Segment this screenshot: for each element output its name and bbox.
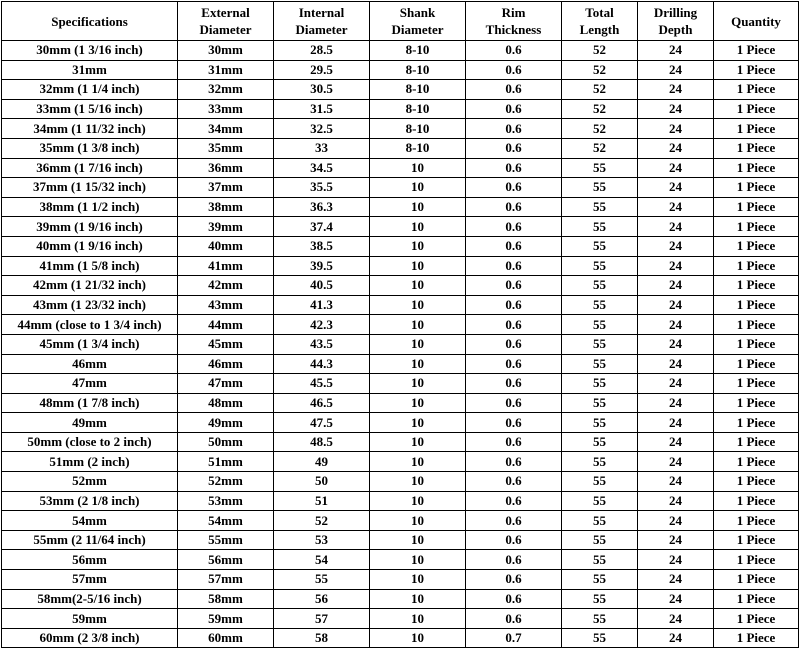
- cell-shank-diameter: 10: [370, 511, 466, 531]
- cell-rim-thickness: 0.7: [466, 628, 562, 648]
- cell-quantity: 1 Piece: [714, 354, 799, 374]
- cell-total-length: 55: [562, 315, 638, 335]
- cell-total-length: 52: [562, 80, 638, 100]
- table-row: [2, 158, 799, 178]
- table-row: [2, 530, 799, 550]
- table-row: [2, 217, 799, 237]
- cell-internal-diameter: 52: [274, 511, 370, 531]
- cell-rim-thickness: 0.6: [466, 432, 562, 452]
- cell-total-length: 55: [562, 452, 638, 472]
- cell-specifications: 56mm: [2, 550, 178, 570]
- cell-specifications: 49mm: [2, 413, 178, 433]
- cell-drilling-depth: 24: [638, 530, 714, 550]
- cell-external-diameter: 39mm: [178, 217, 274, 237]
- cell-total-length: 55: [562, 432, 638, 452]
- cell-internal-diameter: 41.3: [274, 295, 370, 315]
- cell-quantity: 1 Piece: [714, 217, 799, 237]
- cell-quantity: 1 Piece: [714, 413, 799, 433]
- cell-rim-thickness: 0.6: [466, 138, 562, 158]
- cell-specifications: 31mm: [2, 60, 178, 80]
- cell-specifications: 53mm (2 1/8 inch): [2, 491, 178, 511]
- cell-drilling-depth: 24: [638, 452, 714, 472]
- cell-drilling-depth: 24: [638, 570, 714, 590]
- cell-external-diameter: 34mm: [178, 119, 274, 139]
- cell-external-diameter: 43mm: [178, 295, 274, 315]
- cell-external-diameter: 42mm: [178, 276, 274, 296]
- cell-quantity: 1 Piece: [714, 41, 799, 61]
- cell-total-length: 55: [562, 276, 638, 296]
- cell-external-diameter: 31mm: [178, 60, 274, 80]
- cell-total-length: 55: [562, 158, 638, 178]
- cell-external-diameter: 40mm: [178, 236, 274, 256]
- cell-internal-diameter: 43.5: [274, 334, 370, 354]
- cell-specifications: 36mm (1 7/16 inch): [2, 158, 178, 178]
- cell-rim-thickness: 0.6: [466, 589, 562, 609]
- cell-rim-thickness: 0.6: [466, 158, 562, 178]
- cell-external-diameter: 35mm: [178, 138, 274, 158]
- cell-specifications: 54mm: [2, 511, 178, 531]
- table-body: [2, 41, 799, 648]
- cell-total-length: 55: [562, 256, 638, 276]
- cell-specifications: 41mm (1 5/8 inch): [2, 256, 178, 276]
- cell-external-diameter: 30mm: [178, 41, 274, 61]
- cell-rim-thickness: 0.6: [466, 472, 562, 492]
- cell-shank-diameter: 10: [370, 452, 466, 472]
- cell-external-diameter: 48mm: [178, 393, 274, 413]
- cell-external-diameter: 60mm: [178, 628, 274, 648]
- cell-rim-thickness: 0.6: [466, 609, 562, 629]
- table-row: [2, 570, 799, 590]
- cell-shank-diameter: 10: [370, 570, 466, 590]
- cell-drilling-depth: 24: [638, 256, 714, 276]
- cell-quantity: 1 Piece: [714, 393, 799, 413]
- cell-drilling-depth: 24: [638, 119, 714, 139]
- header-total-length: Total Length: [562, 2, 638, 41]
- cell-total-length: 55: [562, 413, 638, 433]
- cell-internal-diameter: 49: [274, 452, 370, 472]
- cell-quantity: 1 Piece: [714, 550, 799, 570]
- cell-rim-thickness: 0.6: [466, 530, 562, 550]
- cell-specifications: 37mm (1 15/32 inch): [2, 178, 178, 198]
- cell-specifications: 42mm (1 21/32 inch): [2, 276, 178, 296]
- cell-specifications: 34mm (1 11/32 inch): [2, 119, 178, 139]
- header-quantity: Quantity: [714, 2, 799, 41]
- cell-specifications: 33mm (1 5/16 inch): [2, 99, 178, 119]
- cell-internal-diameter: 42.3: [274, 315, 370, 335]
- table-row: [2, 99, 799, 119]
- cell-rim-thickness: 0.6: [466, 452, 562, 472]
- cell-rim-thickness: 0.6: [466, 413, 562, 433]
- cell-total-length: 55: [562, 334, 638, 354]
- cell-quantity: 1 Piece: [714, 256, 799, 276]
- cell-internal-diameter: 35.5: [274, 178, 370, 198]
- cell-rim-thickness: 0.6: [466, 511, 562, 531]
- cell-drilling-depth: 24: [638, 511, 714, 531]
- table-row: [2, 354, 799, 374]
- cell-drilling-depth: 24: [638, 276, 714, 296]
- cell-shank-diameter: 10: [370, 432, 466, 452]
- table-row: [2, 589, 799, 609]
- cell-specifications: 39mm (1 9/16 inch): [2, 217, 178, 237]
- cell-internal-diameter: 58: [274, 628, 370, 648]
- cell-total-length: 52: [562, 41, 638, 61]
- cell-external-diameter: 33mm: [178, 99, 274, 119]
- cell-total-length: 52: [562, 119, 638, 139]
- cell-quantity: 1 Piece: [714, 138, 799, 158]
- cell-specifications: 43mm (1 23/32 inch): [2, 295, 178, 315]
- table-row: [2, 256, 799, 276]
- cell-total-length: 55: [562, 178, 638, 198]
- table-row: [2, 80, 799, 100]
- cell-internal-diameter: 57: [274, 609, 370, 629]
- cell-external-diameter: 46mm: [178, 354, 274, 374]
- cell-external-diameter: 50mm: [178, 432, 274, 452]
- cell-internal-diameter: 37.4: [274, 217, 370, 237]
- cell-internal-diameter: 50: [274, 472, 370, 492]
- cell-rim-thickness: 0.6: [466, 295, 562, 315]
- cell-shank-diameter: 8-10: [370, 119, 466, 139]
- cell-rim-thickness: 0.6: [466, 256, 562, 276]
- cell-drilling-depth: 24: [638, 315, 714, 335]
- cell-quantity: 1 Piece: [714, 374, 799, 394]
- cell-rim-thickness: 0.6: [466, 374, 562, 394]
- cell-quantity: 1 Piece: [714, 178, 799, 198]
- cell-specifications: 57mm: [2, 570, 178, 590]
- cell-quantity: 1 Piece: [714, 276, 799, 296]
- cell-drilling-depth: 24: [638, 413, 714, 433]
- cell-internal-diameter: 33: [274, 138, 370, 158]
- cell-rim-thickness: 0.6: [466, 80, 562, 100]
- cell-drilling-depth: 24: [638, 334, 714, 354]
- cell-external-diameter: 45mm: [178, 334, 274, 354]
- cell-quantity: 1 Piece: [714, 570, 799, 590]
- cell-drilling-depth: 24: [638, 295, 714, 315]
- cell-drilling-depth: 24: [638, 432, 714, 452]
- table-row: [2, 334, 799, 354]
- cell-internal-diameter: 51: [274, 491, 370, 511]
- cell-rim-thickness: 0.6: [466, 491, 562, 511]
- cell-specifications: 45mm (1 3/4 inch): [2, 334, 178, 354]
- cell-shank-diameter: 8-10: [370, 99, 466, 119]
- cell-internal-diameter: 31.5: [274, 99, 370, 119]
- cell-drilling-depth: 24: [638, 60, 714, 80]
- cell-internal-diameter: 32.5: [274, 119, 370, 139]
- cell-rim-thickness: 0.6: [466, 178, 562, 198]
- cell-external-diameter: 57mm: [178, 570, 274, 590]
- cell-shank-diameter: 10: [370, 374, 466, 394]
- cell-shank-diameter: 10: [370, 315, 466, 335]
- cell-internal-diameter: 28.5: [274, 41, 370, 61]
- cell-rim-thickness: 0.6: [466, 570, 562, 590]
- cell-external-diameter: 54mm: [178, 511, 274, 531]
- cell-external-diameter: 55mm: [178, 530, 274, 550]
- cell-specifications: 60mm (2 3/8 inch): [2, 628, 178, 648]
- table-row: [2, 315, 799, 335]
- cell-shank-diameter: 10: [370, 609, 466, 629]
- table-row: [2, 628, 799, 648]
- cell-external-diameter: 47mm: [178, 374, 274, 394]
- cell-external-diameter: 58mm: [178, 589, 274, 609]
- cell-drilling-depth: 24: [638, 41, 714, 61]
- cell-external-diameter: 51mm: [178, 452, 274, 472]
- cell-shank-diameter: 10: [370, 491, 466, 511]
- cell-external-diameter: 41mm: [178, 256, 274, 276]
- cell-quantity: 1 Piece: [714, 511, 799, 531]
- cell-specifications: 48mm (1 7/8 inch): [2, 393, 178, 413]
- cell-total-length: 55: [562, 491, 638, 511]
- cell-internal-diameter: 40.5: [274, 276, 370, 296]
- cell-total-length: 55: [562, 628, 638, 648]
- cell-specifications: 46mm: [2, 354, 178, 374]
- cell-quantity: 1 Piece: [714, 609, 799, 629]
- cell-total-length: 55: [562, 472, 638, 492]
- cell-internal-diameter: 36.3: [274, 197, 370, 217]
- cell-internal-diameter: 34.5: [274, 158, 370, 178]
- cell-quantity: 1 Piece: [714, 295, 799, 315]
- cell-shank-diameter: 10: [370, 393, 466, 413]
- cell-rim-thickness: 0.6: [466, 119, 562, 139]
- cell-shank-diameter: 10: [370, 354, 466, 374]
- cell-specifications: 40mm (1 9/16 inch): [2, 236, 178, 256]
- cell-specifications: 51mm (2 inch): [2, 452, 178, 472]
- cell-specifications: 55mm (2 11/64 inch): [2, 530, 178, 550]
- cell-quantity: 1 Piece: [714, 236, 799, 256]
- cell-quantity: 1 Piece: [714, 197, 799, 217]
- cell-quantity: 1 Piece: [714, 530, 799, 550]
- cell-shank-diameter: 10: [370, 628, 466, 648]
- cell-external-diameter: 32mm: [178, 80, 274, 100]
- cell-internal-diameter: 47.5: [274, 413, 370, 433]
- cell-rim-thickness: 0.6: [466, 334, 562, 354]
- table-row: [2, 413, 799, 433]
- cell-external-diameter: 36mm: [178, 158, 274, 178]
- cell-total-length: 55: [562, 393, 638, 413]
- cell-internal-diameter: 44.3: [274, 354, 370, 374]
- cell-drilling-depth: 24: [638, 628, 714, 648]
- cell-total-length: 55: [562, 236, 638, 256]
- table-row: [2, 295, 799, 315]
- cell-quantity: 1 Piece: [714, 80, 799, 100]
- cell-rim-thickness: 0.6: [466, 393, 562, 413]
- cell-external-diameter: 37mm: [178, 178, 274, 198]
- table-row: [2, 472, 799, 492]
- cell-quantity: 1 Piece: [714, 432, 799, 452]
- cell-rim-thickness: 0.6: [466, 315, 562, 335]
- header-drilling-depth: Drilling Depth: [638, 2, 714, 41]
- cell-internal-diameter: 56: [274, 589, 370, 609]
- cell-shank-diameter: 10: [370, 589, 466, 609]
- cell-internal-diameter: 53: [274, 530, 370, 550]
- cell-shank-diameter: 10: [370, 236, 466, 256]
- cell-specifications: 50mm (close to 2 inch): [2, 432, 178, 452]
- cell-total-length: 55: [562, 354, 638, 374]
- cell-quantity: 1 Piece: [714, 589, 799, 609]
- cell-shank-diameter: 8-10: [370, 80, 466, 100]
- cell-shank-diameter: 10: [370, 334, 466, 354]
- cell-total-length: 55: [562, 374, 638, 394]
- cell-shank-diameter: 10: [370, 256, 466, 276]
- table-row: [2, 511, 799, 531]
- table-row: [2, 236, 799, 256]
- table-row: [2, 60, 799, 80]
- table-row: [2, 609, 799, 629]
- table-row: [2, 197, 799, 217]
- cell-rim-thickness: 0.6: [466, 236, 562, 256]
- cell-total-length: 55: [562, 589, 638, 609]
- cell-rim-thickness: 0.6: [466, 354, 562, 374]
- cell-total-length: 52: [562, 99, 638, 119]
- cell-internal-diameter: 38.5: [274, 236, 370, 256]
- cell-total-length: 52: [562, 60, 638, 80]
- cell-internal-diameter: 29.5: [274, 60, 370, 80]
- cell-quantity: 1 Piece: [714, 491, 799, 511]
- header-row: [2, 2, 799, 41]
- cell-total-length: 55: [562, 530, 638, 550]
- cell-quantity: 1 Piece: [714, 99, 799, 119]
- cell-rim-thickness: 0.6: [466, 197, 562, 217]
- cell-rim-thickness: 0.6: [466, 41, 562, 61]
- cell-shank-diameter: 10: [370, 178, 466, 198]
- table-row: [2, 452, 799, 472]
- cell-shank-diameter: 10: [370, 413, 466, 433]
- cell-external-diameter: 44mm: [178, 315, 274, 335]
- cell-quantity: 1 Piece: [714, 628, 799, 648]
- cell-external-diameter: 49mm: [178, 413, 274, 433]
- cell-shank-diameter: 10: [370, 276, 466, 296]
- table-row: [2, 178, 799, 198]
- table-row: [2, 393, 799, 413]
- cell-total-length: 55: [562, 609, 638, 629]
- cell-shank-diameter: 10: [370, 550, 466, 570]
- cell-total-length: 55: [562, 511, 638, 531]
- cell-drilling-depth: 24: [638, 178, 714, 198]
- cell-external-diameter: 56mm: [178, 550, 274, 570]
- cell-shank-diameter: 10: [370, 158, 466, 178]
- table-row: [2, 550, 799, 570]
- cell-shank-diameter: 8-10: [370, 60, 466, 80]
- cell-internal-diameter: 45.5: [274, 374, 370, 394]
- cell-shank-diameter: 8-10: [370, 41, 466, 61]
- cell-drilling-depth: 24: [638, 393, 714, 413]
- cell-quantity: 1 Piece: [714, 472, 799, 492]
- cell-specifications: 32mm (1 1/4 inch): [2, 80, 178, 100]
- cell-specifications: 47mm: [2, 374, 178, 394]
- cell-quantity: 1 Piece: [714, 452, 799, 472]
- cell-drilling-depth: 24: [638, 472, 714, 492]
- cell-drilling-depth: 24: [638, 550, 714, 570]
- cell-specifications: 30mm (1 3/16 inch): [2, 41, 178, 61]
- cell-quantity: 1 Piece: [714, 158, 799, 178]
- cell-total-length: 55: [562, 570, 638, 590]
- cell-drilling-depth: 24: [638, 197, 714, 217]
- cell-drilling-depth: 24: [638, 491, 714, 511]
- table-row: [2, 276, 799, 296]
- specifications-table: [1, 1, 799, 648]
- cell-rim-thickness: 0.6: [466, 99, 562, 119]
- cell-drilling-depth: 24: [638, 158, 714, 178]
- cell-quantity: 1 Piece: [714, 60, 799, 80]
- cell-drilling-depth: 24: [638, 99, 714, 119]
- cell-shank-diameter: 10: [370, 295, 466, 315]
- cell-specifications: 35mm (1 3/8 inch): [2, 138, 178, 158]
- cell-shank-diameter: 10: [370, 530, 466, 550]
- cell-rim-thickness: 0.6: [466, 217, 562, 237]
- table-row: [2, 491, 799, 511]
- header-shank-diameter: Shank Diameter: [370, 2, 466, 41]
- table-row: [2, 41, 799, 61]
- cell-shank-diameter: 8-10: [370, 138, 466, 158]
- cell-drilling-depth: 24: [638, 609, 714, 629]
- cell-internal-diameter: 54: [274, 550, 370, 570]
- cell-total-length: 55: [562, 217, 638, 237]
- cell-total-length: 55: [562, 197, 638, 217]
- cell-internal-diameter: 48.5: [274, 432, 370, 452]
- table-row: [2, 138, 799, 158]
- table-row: [2, 119, 799, 139]
- header-specifications: Specifications: [2, 2, 178, 41]
- table-row: [2, 374, 799, 394]
- cell-internal-diameter: 39.5: [274, 256, 370, 276]
- cell-total-length: 55: [562, 550, 638, 570]
- cell-internal-diameter: 46.5: [274, 393, 370, 413]
- cell-shank-diameter: 10: [370, 197, 466, 217]
- cell-external-diameter: 53mm: [178, 491, 274, 511]
- cell-specifications: 59mm: [2, 609, 178, 629]
- header-internal-diameter: Internal Diameter: [274, 2, 370, 41]
- cell-quantity: 1 Piece: [714, 334, 799, 354]
- cell-total-length: 55: [562, 295, 638, 315]
- cell-shank-diameter: 10: [370, 472, 466, 492]
- cell-specifications: 38mm (1 1/2 inch): [2, 197, 178, 217]
- cell-specifications: 52mm: [2, 472, 178, 492]
- cell-drilling-depth: 24: [638, 236, 714, 256]
- cell-specifications: 44mm (close to 1 3/4 inch): [2, 315, 178, 335]
- cell-drilling-depth: 24: [638, 589, 714, 609]
- cell-drilling-depth: 24: [638, 354, 714, 374]
- cell-quantity: 1 Piece: [714, 119, 799, 139]
- cell-external-diameter: 52mm: [178, 472, 274, 492]
- cell-internal-diameter: 30.5: [274, 80, 370, 100]
- cell-internal-diameter: 55: [274, 570, 370, 590]
- cell-quantity: 1 Piece: [714, 315, 799, 335]
- header-external-diameter: External Diameter: [178, 2, 274, 41]
- cell-external-diameter: 59mm: [178, 609, 274, 629]
- cell-specifications: 58mm(2-5/16 inch): [2, 589, 178, 609]
- table-row: [2, 432, 799, 452]
- cell-drilling-depth: 24: [638, 217, 714, 237]
- cell-drilling-depth: 24: [638, 80, 714, 100]
- cell-total-length: 52: [562, 138, 638, 158]
- cell-rim-thickness: 0.6: [466, 276, 562, 296]
- header-rim-thickness: Rim Thickness: [466, 2, 562, 41]
- cell-external-diameter: 38mm: [178, 197, 274, 217]
- cell-drilling-depth: 24: [638, 138, 714, 158]
- cell-drilling-depth: 24: [638, 374, 714, 394]
- cell-rim-thickness: 0.6: [466, 550, 562, 570]
- cell-shank-diameter: 10: [370, 217, 466, 237]
- cell-rim-thickness: 0.6: [466, 60, 562, 80]
